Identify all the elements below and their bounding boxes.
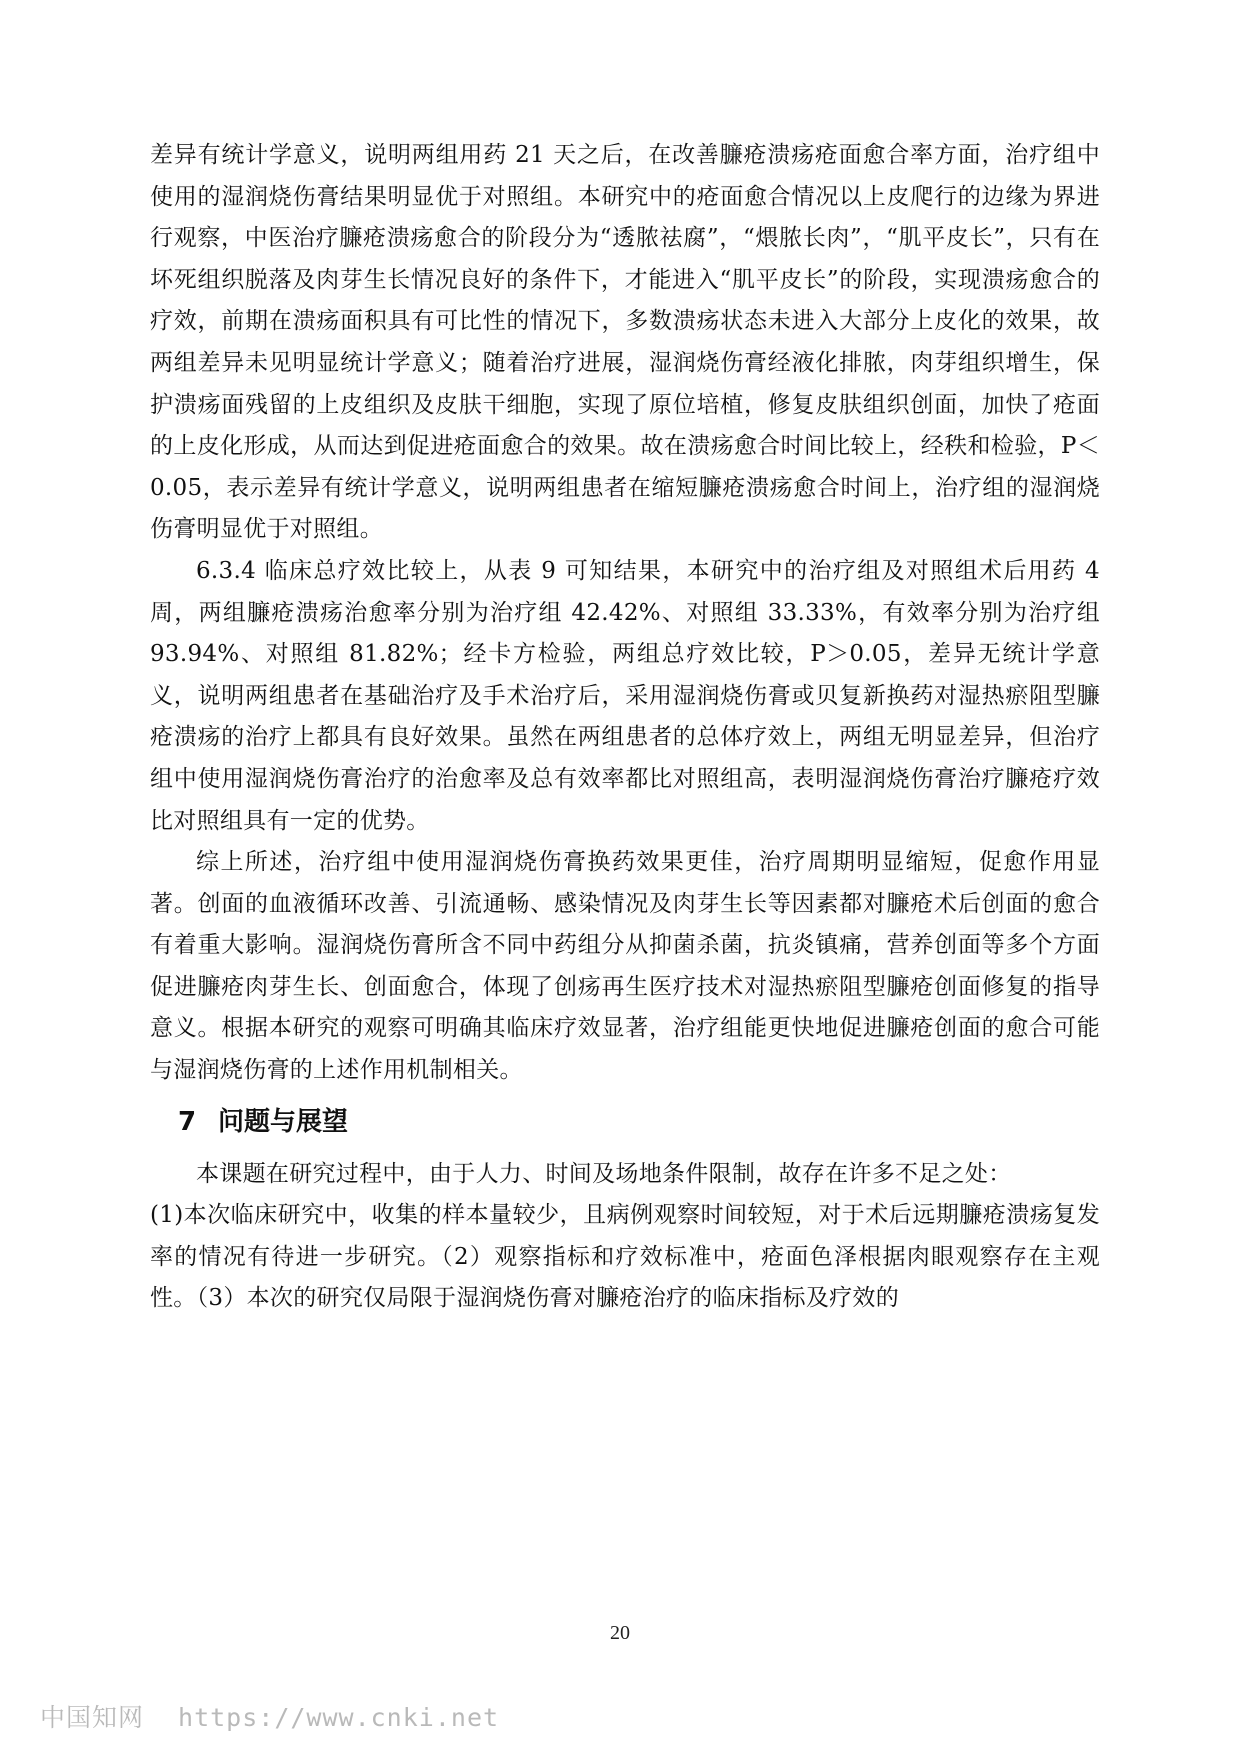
paragraph-2: 6.3.4 临床总疗效比较上，从表 9 可知结果，本研究中的治疗组及对照组术后用药 4 周，两组臁疮溃疡治愈率分别为治疗组 42.42%、对照组 33.33%，有效率分别为治疗组 93.94%、对照组 81.82%；经卡方检验，两组总疗效比较，P＞0.05，差异无统计学意义，说明两组患者在基础治疗及手术治疗后，采用湿润烧伤膏或贝复新换药对湿热瘀阻型臁疮溃疡的治疗上都具有良好效果。虽然在两组患者的总体疗效上，两组无明显差异，但治疗组中使用湿润烧伤膏治疗的治愈率及总有效率都比对照组高，表明湿润烧伤膏治疗臁疮疗效比对照组具有一定的优势。 [150, 557, 1100, 834]
section-number: 7 [178, 1106, 197, 1137]
page-number: 20 [610, 1622, 630, 1644]
watermark-url: https://www.cnki.net [178, 1703, 500, 1732]
cnki-watermark [40, 1698, 499, 1734]
paragraph-5: (1)本次临床研究中，收集的样本量较少，且病例观察时间较短，对于术后远期臁疮溃疡复发率的情况有待进一步研究。（2）观察指标和疗效标准中，疮面色泽根据肉眼观察存在主观性。（3）本次的研究仅局限于湿润烧伤膏对臁疮治疗的临床指标及疗效的 [150, 1202, 1100, 1312]
watermark-name: 中国知网 [40, 1703, 145, 1732]
section-heading [178, 1100, 1100, 1144]
paragraph-1: 差异有统计学意义，说明两组用药 21 天之后，在改善臁疮溃疡疮面愈合率方面，治疗组中使用的湿润烧伤膏结果明显优于对照组。本研究中的疮面愈合情况以上皮爬行的边缘为界进行观察，中医治疗臁疮溃疡愈合的阶段分为“透脓祛腐”，“煨脓长肉”，“肌平皮长”，只有在坏死组织脱落及肉芽生长情况良好的条件下，才能进入“肌平皮长”的阶段，实现溃疡愈合的疗效，前期在溃疡面积具有可比性的情况下，多数溃疡状态未进入大部分上皮化的效果，故两组差异未见明显统计学意义；随着治疗进展，湿润烧伤膏经液化排脓，肉芽组织增生，保护溃疡面残留的上皮组织及皮肤干细胞，实现了原位培植，修复皮肤组织创面，加快了疮面的上皮化形成，从而达到促进疮面愈合的效果。故在溃疡愈合时间比较上，经秩和检验，P＜0.05，表示差异有统计学意义，说明两组患者在缩短臁疮溃疡愈合时间上，治疗组的湿润烧伤膏明显优于对照组。 [150, 142, 1100, 543]
paragraph-4: 本课题在研究过程中，由于人力、时间及场地条件限制，故存在许多不足之处： [196, 1160, 1012, 1187]
body-text [150, 135, 1100, 1320]
paragraph-3: 综上所述，治疗组中使用湿润烧伤膏换药效果更佳，治疗周期明显缩短，促愈作用显著。创面的血液循环改善、引流通畅、感染情况及肉芽生长等因素都对臁疮术后创面的愈合有着重大影响。湿润烧伤膏所含不同中药组分从抑菌杀菌，抗炎镇痛，营养创面等多个方面促进臁疮肉芽生长、创面愈合，体现了创疡再生医疗技术对湿热瘀阻型臁疮创面修复的指导意义。根据本研究的观察可明确其临床疗效显著，治疗组能更快地促进臁疮创面的愈合可能与湿润烧伤膏的上述作用机制相关。 [150, 849, 1100, 1084]
section-title-text: 问题与展望 [218, 1106, 349, 1137]
